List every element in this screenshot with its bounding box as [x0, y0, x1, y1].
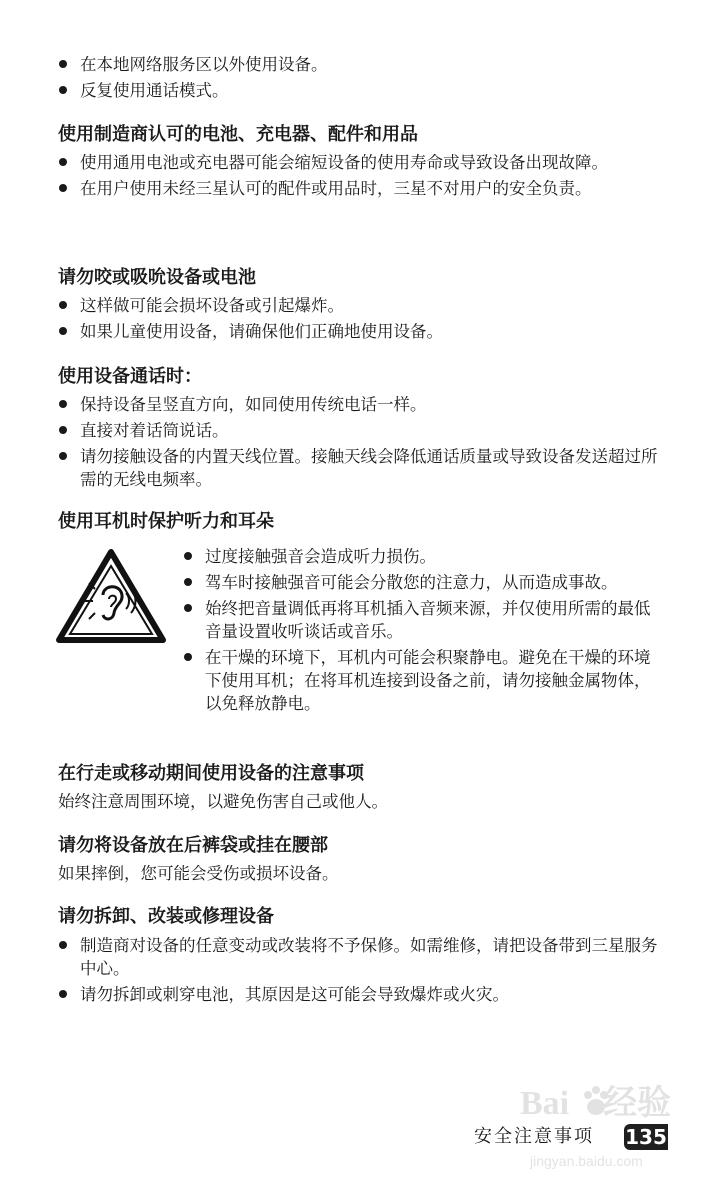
battery-bullet-list	[56, 151, 670, 203]
section-heading-disassembly: 请勿拆卸、改装或修理设备	[58, 906, 274, 927]
section-heading-calling: 使用设备通话时：	[58, 366, 202, 387]
section-heading-headphones: 使用耳机时保护听力和耳朵	[58, 511, 274, 532]
list-item: 请勿拆卸或刺穿电池，其原因是这可能会导致爆炸或火灾。	[56, 983, 670, 1006]
list-item: 保持设备呈竖直方向，如同使用传统电话一样。	[56, 393, 670, 416]
section-heading-walking: 在行走或移动期间使用设备的注意事项	[58, 763, 364, 784]
watermark-url: jingyan.baidu.com	[530, 1153, 643, 1169]
page-number: 135	[625, 1125, 667, 1149]
list-item: 使用通用电池或充电器可能会缩短设备的使用寿命或导致设备出现故障。	[56, 151, 670, 174]
list-item: 直接对着话筒说话。	[56, 419, 670, 442]
list-item: 请勿接触设备的内置天线位置。接触天线会降低通话质量或导致设备发送超过所需的无线电频率。	[56, 445, 670, 491]
pocket-text: 如果摔倒，您可能会受伤或损坏设备。	[58, 864, 339, 883]
intro-bullet-list	[56, 53, 670, 105]
list-item: 驾车时接触强音可能会分散您的注意力，从而造成事故。	[181, 571, 665, 594]
walking-text: 始终注意周围环境，以避免伤害自己或他人。	[58, 792, 388, 811]
section-heading-bite: 请勿咬或吸吮设备或电池	[58, 267, 256, 288]
list-item: 如果儿童使用设备，请确保他们正确地使用设备。	[56, 320, 670, 343]
list-item: 这样做可能会损坏设备或引起爆炸。	[56, 294, 670, 317]
list-item: 在用户使用未经三星认可的配件或用品时，三星不对用户的安全负责。	[56, 177, 670, 200]
list-item: 过度接触强音会造成听力损伤。	[181, 545, 665, 568]
section-heading-pocket: 请勿将设备放在后裤袋或挂在腰部	[58, 835, 328, 856]
list-item: 始终把音量调低再将耳机插入音频来源，并仅使用所需的最低音量设置收听谈话或音乐。	[181, 597, 665, 643]
hearing-damage-warning-icon	[56, 549, 166, 643]
list-item: 反复使用通话模式。	[56, 79, 670, 102]
paw-icon	[580, 1085, 614, 1119]
disassembly-bullet-list	[56, 934, 670, 1009]
bite-bullet-list	[56, 294, 670, 346]
footer-section-label: 安全注意事项	[474, 1126, 594, 1147]
calling-bullet-list	[56, 393, 670, 494]
section-heading-battery: 使用制造商认可的电池、充电器、配件和用品	[58, 124, 418, 145]
list-item: 制造商对设备的任意变动或改装将不予保修。如需维修，请把设备带到三星服务中心。	[56, 934, 670, 980]
list-item: 在干燥的环境下，耳机内可能会积聚静电。避免在干燥的环境下使用耳机；在将耳机连接到设备之前，请勿接触金属物体，以免释放静电。	[181, 646, 665, 715]
watermark-brand: Bai 经验	[520, 1085, 672, 1122]
headphones-bullet-list	[181, 545, 665, 718]
list-item: 在本地网络服务区以外使用设备。	[56, 53, 670, 76]
